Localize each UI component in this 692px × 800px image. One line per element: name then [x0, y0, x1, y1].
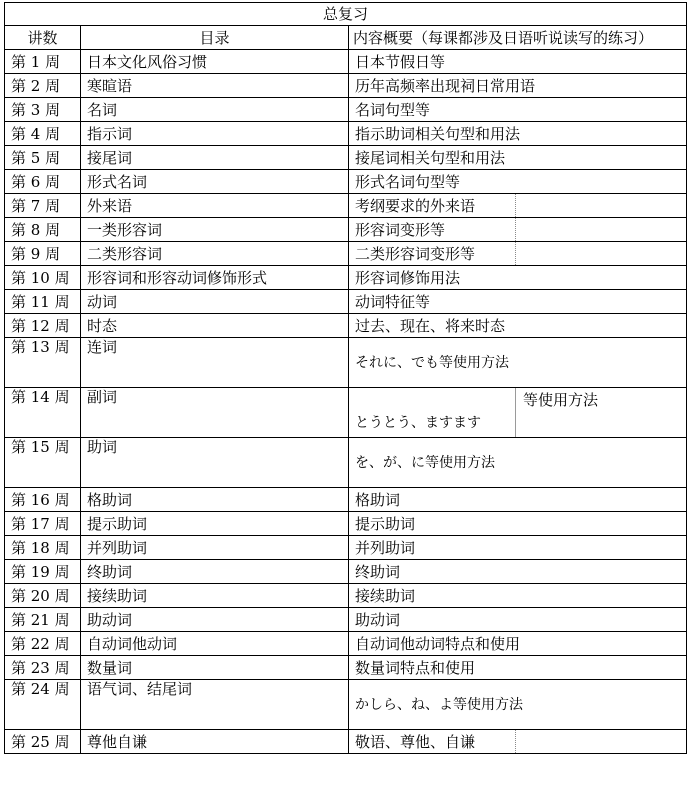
summary-cell: 形式名词句型等	[349, 170, 687, 194]
topic-cell: 时态	[81, 314, 349, 338]
summary-cell: 提示助词	[349, 512, 687, 536]
week-cell: 第 10 周	[5, 266, 81, 290]
header-topic: 目录	[81, 26, 349, 50]
week-cell: 第 17 周	[5, 512, 81, 536]
topic-cell: 提示助词	[81, 512, 349, 536]
summary-cell	[349, 338, 687, 388]
header-summary: 内容概要（每课都涉及日语听说读写的练习）	[349, 26, 687, 50]
table-row	[5, 680, 687, 730]
summary-text: 二类形容词变形等	[355, 244, 476, 263]
summary-text: を、が、に等使用方法	[355, 455, 495, 471]
topic-cell: 数量词	[81, 656, 349, 680]
column-separator	[515, 194, 516, 217]
summary-cell: 指示助词相关句型和用法	[349, 122, 687, 146]
topic-cell: 并列助词	[81, 536, 349, 560]
week-cell: 第 15 周	[5, 438, 81, 488]
topic-cell: 连词	[81, 338, 349, 388]
table-row	[5, 438, 687, 488]
table-row	[5, 74, 687, 98]
column-separator	[515, 218, 516, 241]
week-cell: 第 11 周	[5, 290, 81, 314]
table-row	[5, 632, 687, 656]
week-cell: 第 1 周	[5, 50, 81, 74]
topic-cell: 名词	[81, 98, 349, 122]
table-row	[5, 730, 687, 754]
summary-cell: 接续助词	[349, 584, 687, 608]
week-cell: 第 20 周	[5, 584, 81, 608]
week-cell: 第 24 周	[5, 680, 81, 730]
summary-cell: 格助词	[349, 488, 687, 512]
topic-cell: 二类形容词	[81, 242, 349, 266]
topic-cell: 形式名词	[81, 170, 349, 194]
table-title: 总复习	[5, 3, 687, 26]
table-row	[5, 122, 687, 146]
topic-cell: 语气词、结尾词	[81, 680, 349, 730]
summary-text: 形容词变形等	[355, 220, 446, 239]
topic-cell: 尊他自谦	[81, 730, 349, 754]
summary-cell: 名词句型等	[349, 98, 687, 122]
summary-cell: 接尾词相关句型和用法	[349, 146, 687, 170]
week-cell: 第 13 周	[5, 338, 81, 388]
syllabus-document	[4, 2, 686, 754]
summary-text: かしら、ね、よ等使用方法	[355, 697, 523, 713]
week-cell: 第 4 周	[5, 122, 81, 146]
topic-cell: 格助词	[81, 488, 349, 512]
week-cell: 第 25 周	[5, 730, 81, 754]
week-cell: 第 18 周	[5, 536, 81, 560]
table-row	[5, 536, 687, 560]
summary-cell	[349, 680, 687, 730]
summary-cell	[349, 242, 687, 266]
summary-text: 敬语、尊他、自谦	[355, 732, 476, 751]
table-row	[5, 388, 687, 438]
summary-cell: 助动词	[349, 608, 687, 632]
summary-cell: 并列助词	[349, 536, 687, 560]
column-separator	[515, 242, 516, 265]
week-cell: 第 14 周	[5, 388, 81, 438]
table-row	[5, 608, 687, 632]
summary-cell: 自动词他动词特点和使用	[349, 632, 687, 656]
table-row	[5, 218, 687, 242]
topic-cell: 终助词	[81, 560, 349, 584]
table-row	[5, 512, 687, 536]
week-cell: 第 22 周	[5, 632, 81, 656]
week-cell: 第 5 周	[5, 146, 81, 170]
column-separator	[515, 388, 516, 437]
table-row	[5, 290, 687, 314]
week-cell: 第 8 周	[5, 218, 81, 242]
table-row	[5, 170, 687, 194]
summary-cell: 过去、现在、将来时态	[349, 314, 687, 338]
topic-cell: 接尾词	[81, 146, 349, 170]
table-row	[5, 242, 687, 266]
week-cell: 第 9 周	[5, 242, 81, 266]
table-row	[5, 194, 687, 218]
summary-cell	[349, 388, 687, 438]
topic-cell: 指示词	[81, 122, 349, 146]
table-row	[5, 314, 687, 338]
summary-cell: 形容词修饰用法	[349, 266, 687, 290]
topic-cell: 外来语	[81, 194, 349, 218]
title-row	[5, 3, 687, 26]
topic-cell: 日本文化风俗习惯	[81, 50, 349, 74]
table-row	[5, 266, 687, 290]
week-cell: 第 6 周	[5, 170, 81, 194]
table-row	[5, 584, 687, 608]
summary-cell	[349, 730, 687, 754]
topic-cell: 寒暄语	[81, 74, 349, 98]
topic-cell: 自动词他动词	[81, 632, 349, 656]
topic-cell: 接续助词	[81, 584, 349, 608]
week-cell: 第 3 周	[5, 98, 81, 122]
topic-cell: 助动词	[81, 608, 349, 632]
column-separator	[515, 730, 516, 753]
topic-cell: 一类形容词	[81, 218, 349, 242]
summary-cell	[349, 218, 687, 242]
header-row	[5, 26, 687, 50]
summary-cell: 日本节假日等	[349, 50, 687, 74]
table-row	[5, 98, 687, 122]
table-row	[5, 560, 687, 584]
topic-cell: 形容词和形容动词修饰形式	[81, 266, 349, 290]
week-cell: 第 16 周	[5, 488, 81, 512]
syllabus-table	[4, 2, 687, 754]
summary-text: 考纲要求的外来语	[355, 196, 476, 215]
header-lesson: 讲数	[5, 26, 81, 50]
week-cell: 第 2 周	[5, 74, 81, 98]
summary-cell: 数量词特点和使用	[349, 656, 687, 680]
topic-cell: 助词	[81, 438, 349, 488]
summary-cell	[349, 438, 687, 488]
week-cell: 第 12 周	[5, 314, 81, 338]
summary-cell	[349, 194, 687, 218]
week-cell: 第 19 周	[5, 560, 81, 584]
summary-cell: 历年高频率出现祠日常用语	[349, 74, 687, 98]
table-row	[5, 656, 687, 680]
topic-cell: 动词	[81, 290, 349, 314]
week-cell: 第 21 周	[5, 608, 81, 632]
summary-extra-text: 等使用方法	[523, 391, 599, 409]
summary-text: それに、でも等使用方法	[355, 355, 509, 371]
summary-cell: 终助词	[349, 560, 687, 584]
summary-cell: 动词特征等	[349, 290, 687, 314]
table-row	[5, 146, 687, 170]
table-row	[5, 338, 687, 388]
week-cell: 第 23 周	[5, 656, 81, 680]
table-row	[5, 50, 687, 74]
table-row	[5, 488, 687, 512]
summary-text: とうとう、ますます	[355, 415, 481, 431]
topic-cell: 副词	[81, 388, 349, 438]
week-cell: 第 7 周	[5, 194, 81, 218]
